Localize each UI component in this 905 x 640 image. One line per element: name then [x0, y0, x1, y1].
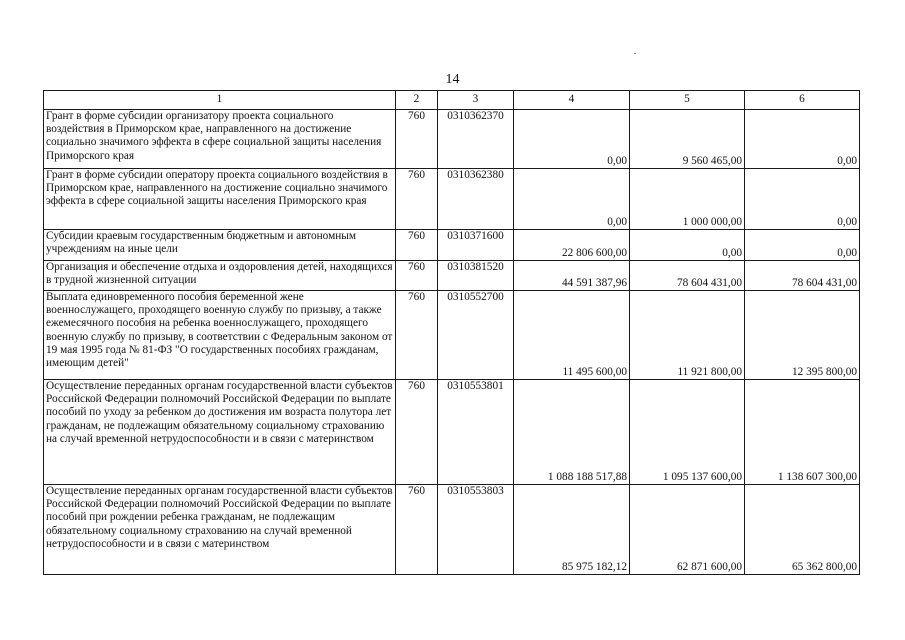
row-name-cell: Выплата единовременного пособия беременной жене военнослужащего, проходящего военную службу по призыву, а также ежемесячного пособия на ребенка военнослужащего, проходящего военную службу по призыву, в соответствии с Федеральным законом от 19 мая 1995 года № 81-ФЗ "О государственных пособиях гражданам, имеющим детей"	[44, 291, 396, 380]
header-col-1: 1	[44, 91, 396, 110]
row-col4-cell: 85 975 182,12	[514, 485, 630, 575]
header-col-6: 6	[745, 91, 860, 110]
row-col2-cell: 760	[396, 291, 438, 380]
row-col6-cell: 12 395 800,00	[745, 291, 860, 380]
row-col5-cell: 11 921 800,00	[630, 291, 745, 380]
row-name-cell: Грант в форме субсидии оператору проекта социального воздействия в Приморском крае, направленного на достижение социально значимого эффекта в сфере социальной защиты населения Приморского края	[44, 169, 396, 230]
row-col6-cell: 0,00	[745, 110, 860, 169]
row-name-cell: Осуществление переданных органам государственной власти субъектов Российской Федерации полномочий Российской Федерации по выплате пособий при рождении ребенка гражданам, не подлежащим обязательному социальному страхованию на случай временной нетрудоспособности и в связи с материнством	[44, 485, 396, 575]
budget-table	[43, 90, 860, 575]
table-header-row	[44, 91, 860, 110]
row-col2-cell: 760	[396, 261, 438, 291]
table-row	[44, 380, 860, 485]
row-col6-cell: 0,00	[745, 169, 860, 230]
scan-speck	[634, 53, 636, 54]
row-col6-cell: 65 362 800,00	[745, 485, 860, 575]
row-col6-cell: 78 604 431,00	[745, 261, 860, 291]
row-col2-cell: 760	[396, 230, 438, 261]
row-col2-cell: 760	[396, 110, 438, 169]
row-col5-cell: 1 000 000,00	[630, 169, 745, 230]
row-col4-cell: 22 806 600,00	[514, 230, 630, 261]
row-col5-cell: 78 604 431,00	[630, 261, 745, 291]
row-col3-cell: 0310552700	[438, 291, 514, 380]
page-number: 14	[445, 72, 460, 87]
table-row	[44, 230, 860, 261]
row-col3-cell: 0310553803	[438, 485, 514, 575]
header-col-3: 3	[438, 91, 514, 110]
table-row	[44, 169, 860, 230]
table-row	[44, 485, 860, 575]
row-col5-cell: 9 560 465,00	[630, 110, 745, 169]
row-col3-cell: 0310553801	[438, 380, 514, 485]
row-col4-cell: 0,00	[514, 169, 630, 230]
row-col4-cell: 0,00	[514, 110, 630, 169]
header-col-2: 2	[396, 91, 438, 110]
table-row	[44, 261, 860, 291]
row-name-cell: Организация и обеспечение отдыха и оздоровления детей, находящихся в трудной жизненной ситуации	[44, 261, 396, 291]
row-col2-cell: 760	[396, 380, 438, 485]
row-col4-cell: 44 591 387,96	[514, 261, 630, 291]
row-col3-cell: 0310381520	[438, 261, 514, 291]
table-row	[44, 110, 860, 169]
row-name-cell: Субсидии краевым государственным бюджетным и автономным учреждениям на иные цели	[44, 230, 396, 261]
row-col2-cell: 760	[396, 485, 438, 575]
row-col6-cell: 1 138 607 300,00	[745, 380, 860, 485]
row-col3-cell: 0310362380	[438, 169, 514, 230]
header-col-5: 5	[630, 91, 745, 110]
row-col4-cell: 11 495 600,00	[514, 291, 630, 380]
header-col-4: 4	[514, 91, 630, 110]
row-col3-cell: 0310371600	[438, 230, 514, 261]
row-col5-cell: 62 871 600,00	[630, 485, 745, 575]
row-col4-cell: 1 088 188 517,88	[514, 380, 630, 485]
row-col5-cell: 0,00	[630, 230, 745, 261]
row-col2-cell: 760	[396, 169, 438, 230]
row-name-cell: Осуществление переданных органам государственной власти субъектов Российской Федерации полномочий Российской Федерации по выплате пособий по уходу за ребенком до достижения им возраста полутора лет гражданам, не подлежащим обязательному социальному страхованию на случай временной нетрудоспособности и в связи с материнством	[44, 380, 396, 485]
row-col6-cell: 0,00	[745, 230, 860, 261]
row-col3-cell: 0310362370	[438, 110, 514, 169]
row-col5-cell: 1 095 137 600,00	[630, 380, 745, 485]
table-row	[44, 291, 860, 380]
row-name-cell: Грант в форме субсидии организатору проекта социального воздействия в Приморском крае, направленного на достижение социально значимого эффекта в сфере социальной защиты населения Приморского края	[44, 110, 396, 169]
